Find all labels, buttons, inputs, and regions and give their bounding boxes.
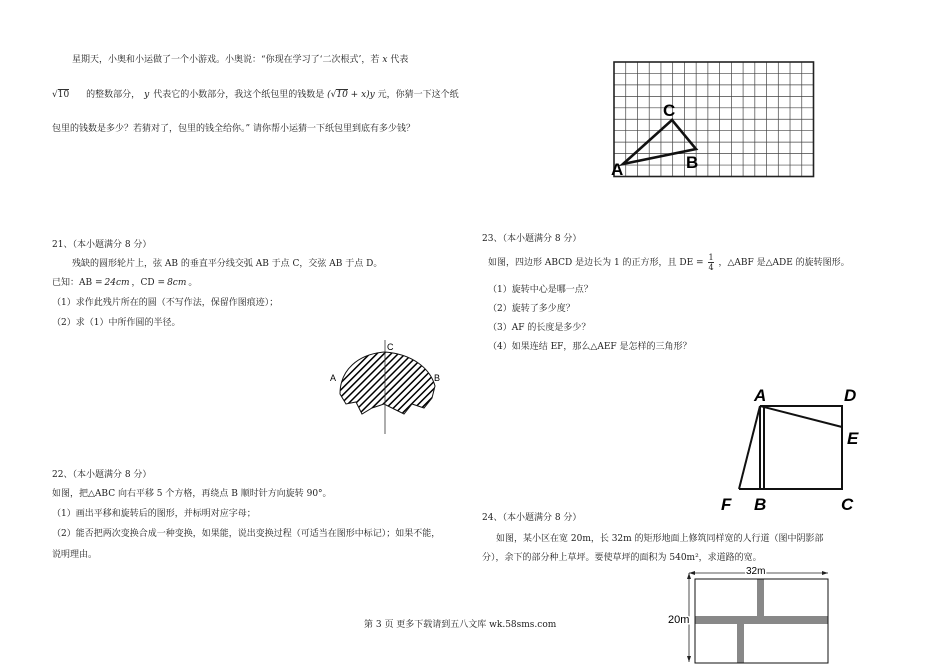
q24-lawn-figure xyxy=(664,566,834,666)
sqrt-ten: √10 xyxy=(52,90,70,100)
q23-label-d: D xyxy=(844,386,857,405)
road-upper-vertical xyxy=(757,579,764,616)
q23-question-2: （2）旋转了多少度？ xyxy=(488,304,575,314)
road-horizontal xyxy=(695,616,828,624)
q23-label-e: E xyxy=(847,429,859,448)
q23-label-a: A xyxy=(754,386,767,405)
q22-part-2b: 说明理由。 xyxy=(52,550,98,560)
q23-line-1: 如图，四边形 ABCD 是边长为 1 的正方形，且 DE = $\frac{1}{4}$ ，△ABF 是△ADE 的旋转图形。 xyxy=(488,253,850,272)
fraction-one-quarter: $\frac{1}{4}$ xyxy=(708,253,714,272)
segment-ae xyxy=(760,406,842,427)
q23-square-figure xyxy=(720,382,870,512)
q21-known: 已知：AB = 24cm ，CD = 8cm 。 xyxy=(52,278,198,288)
q21-label-b: B xyxy=(434,373,441,383)
q23-label-c: C xyxy=(841,495,854,514)
q22-part-2: （2）能否把两次变换合成一种变换，如果能，说出变换过程（可适当在图形中标记）；如果不能， xyxy=(52,529,441,539)
road-lower-vertical xyxy=(737,624,744,663)
intro-line-1: 星期天，小奥和小运做了一个小游戏。小奥说：“你现在学习了‘二次根式’，若 x 代表 xyxy=(72,55,409,65)
q24-label-width: 20m xyxy=(668,614,690,626)
q21-part-2: （2）求（1）中所作圆的半径。 xyxy=(52,318,181,328)
q22-part-1: （1）画出平移和旋转后的图形，并标明对应字母； xyxy=(52,509,256,519)
q24-heading: 24、（本小题满分 8 分） xyxy=(482,513,582,523)
hatched-wheel-fragment xyxy=(340,352,435,414)
q23-question-1: （1）旋转中心是哪一点？ xyxy=(488,285,593,295)
square-abcd xyxy=(760,406,842,489)
q23-heading: 23、（本小题满分 8 分） xyxy=(482,234,582,244)
q21-label-a: A xyxy=(330,373,337,383)
q22-line-1: 如图，把△ABC 向右平移 5 个方格，再绕点 B 顺时针方向旋转 90°。 xyxy=(52,489,332,499)
page-footer: 第 3 页 更多下载请到五八文库 wk.58sms.com xyxy=(364,620,557,630)
q22-heading: 22、（本小题满分 8 分） xyxy=(52,470,152,480)
money-expression: (√10 + x)y xyxy=(327,90,375,100)
q22-label-a: A xyxy=(611,160,624,179)
q23-question-3: （3）AF 的长度是多少？ xyxy=(488,323,591,333)
q21-label-c: C xyxy=(387,342,394,352)
q22-label-b: B xyxy=(686,153,699,172)
q22-label-c: C xyxy=(663,101,676,120)
segment-af xyxy=(739,406,760,489)
intro-line-3: 包里的钱数是多少？若猜对了，包里的钱全给你。” 请你帮小运猜一下纸包里到底有多少钱？ xyxy=(52,124,415,134)
q24-label-length: 32m xyxy=(746,566,766,577)
q21-part-1: （1）求作此残片所在的圆（不写作法，保留作图痕迹）； xyxy=(52,298,279,308)
q23-label-f: F xyxy=(721,495,732,514)
q22-grid-figure xyxy=(611,62,814,179)
q23-question-4: （4）如果连结 EF，那么△AEF 是怎样的三角形？ xyxy=(488,342,692,352)
q21-heading: 21、（本小题满分 8 分） xyxy=(52,240,152,250)
q21-line-1: 残缺的圆形轮片上，弦 AB 的垂直平分线交弧 AB 于点 C，交弦 AB 于点 D。 xyxy=(72,259,383,269)
q21-broken-wheel-figure xyxy=(328,338,448,438)
q24-line-2: 分），余下的部分种上草坪。要使草坪的面积为 540m²，求道路的宽。 xyxy=(482,553,762,563)
q24-line-1: 如图，某小区在宽 20m，长 32m 的矩形地面上修筑同样宽的人行道（图中阴影部 xyxy=(496,534,824,544)
q23-label-b: B xyxy=(754,495,767,514)
intro-line-2: √10 的整数部分， y 代表它的小数部分，我这个纸包里的钱数是 (√10 + x)y 元，你猜一下这个纸 xyxy=(52,90,459,100)
